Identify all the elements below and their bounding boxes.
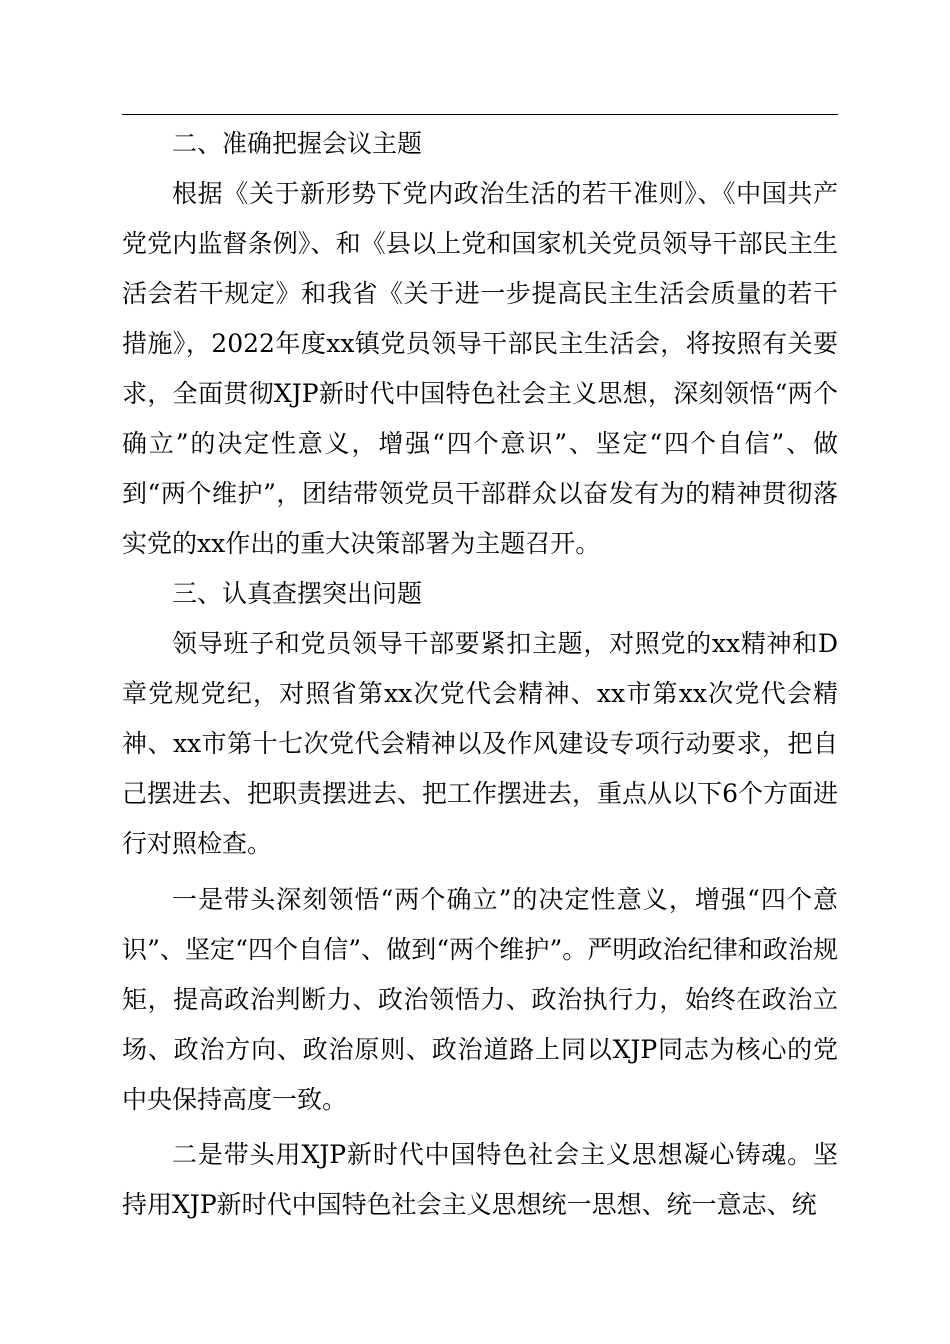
header-rule [122,114,838,115]
paragraph-meeting-theme: 根据《关于新形势下党内政治生活的若干准则》、《中国共产党党内监督条例》、和《县以上党和国家机关党员领导干部民主生活会若干规定》和我省《关于进一步提高民主生活会质量的若干措施》，2022年度xx镇党员领导干部民主生活会，将按照有关要求，全面贯彻XJP新时代中国特色社会主义思想，深刻领悟“两个确立”的决定性意义，增强“四个意识”、坚定“四个自信”、做到“两个维护”，团结带领党员干部群众以奋发有为的精神贯彻落实党的xx作出的重大决策部署为主题召开。 [122,179,838,558]
document-body [122,119,838,1230]
section-heading-two: 二、准确把握会议主题 [172,129,423,158]
paragraph-point-two: 二是带头用XJP新时代中国特色社会主义思想凝心铸魂。坚持用XJP新时代中国特色社会主义思想统一思想、统一意志、统 [122,1140,838,1219]
section-heading-three: 三、认真查摆突出问题 [172,579,423,608]
paragraph-point-one: 一是带头深刻领悟“两个确立”的决定性意义，增强“四个意识”、坚定“四个自信”、做到“两个维护”。严明政治纪律和政治规矩，提高政治判断力、政治领悟力、政治执行力，始终在政治立场、政治方向、政治原则、政治道路上同以XJP同志为核心的党中央保持高度一致。 [122,885,838,1114]
paragraph-check-issues: 领导班子和党员领导干部要紧扣主题，对照党的xx精神和D章党规党纪，对照省第xx次党代会精神、xx市第xx次党代会精神、xx市第十七次党代会精神以及作风建设专项行动要求，把自己摆进去、把职责摆进去、把工作摆进去，重点从以下6个方面进行对照检查。 [122,629,838,858]
